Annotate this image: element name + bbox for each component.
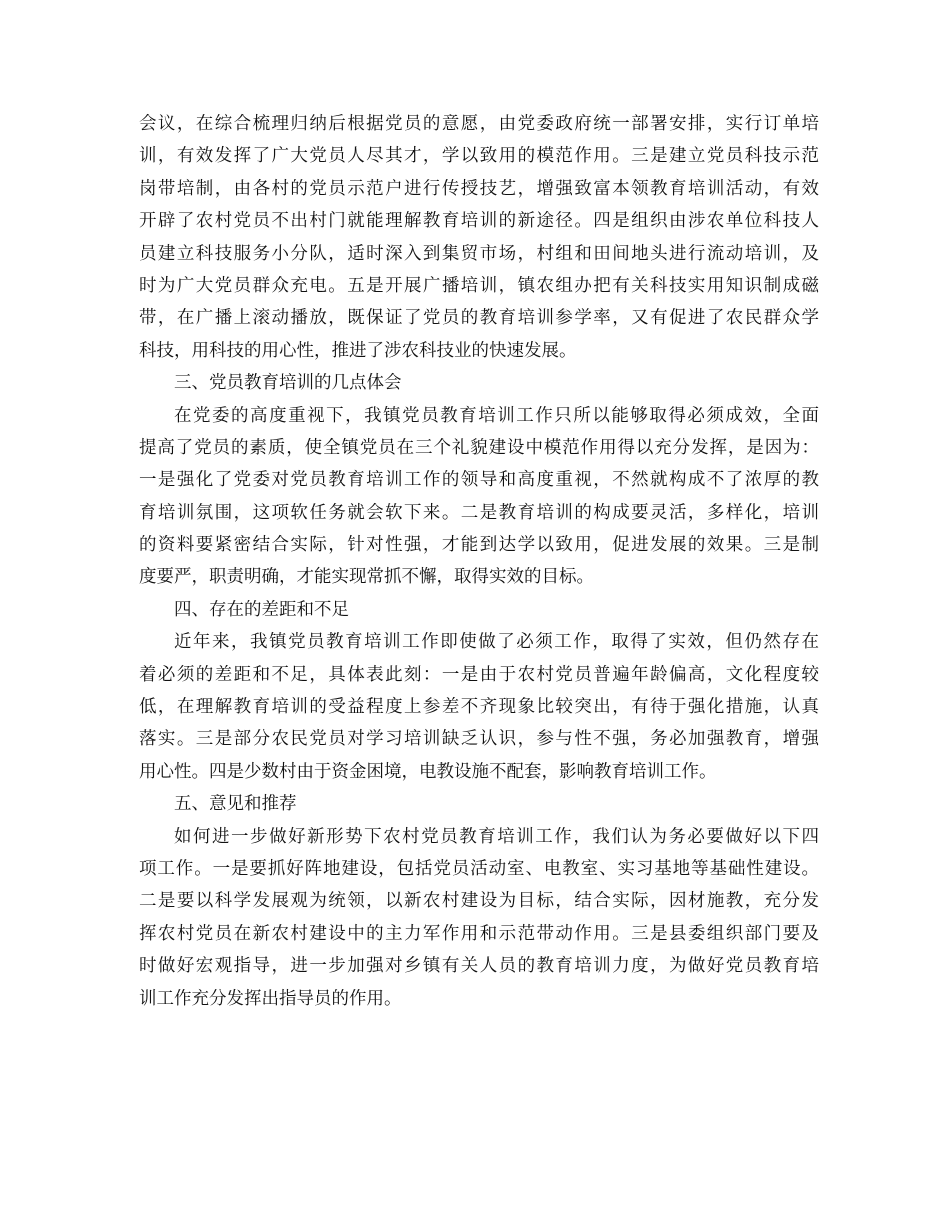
text-line: 科技，用科技的用心性，推进了涉农科技业的快速发展。 bbox=[139, 340, 577, 361]
section-heading: 三、党员教育培训的几点体会 bbox=[174, 373, 402, 394]
text-line: 岗带培制，由各村的党员示范户进行传授技艺，增强致富本领教育培训活动，有效 bbox=[139, 178, 819, 199]
text-line: 的资料要紧密结合实际，针对性强，才能到达学以致用，促进发展的效果。三是制 bbox=[139, 535, 819, 556]
text-line: 在党委的高度重视下，我镇党员教育培训工作只所以能够取得必须成效，全面 bbox=[174, 405, 819, 426]
text-line: 训，有效发挥了广大党员人尽其才，学以致用的模范作用。三是建立党员科技示范 bbox=[139, 146, 819, 167]
text-line: 如何进一步做好新形势下农村党员教育培训工作，我们认为务必要做好以下四 bbox=[174, 826, 819, 847]
text-line: 落实。三是部分农民党员对学习培训缺乏认识，参与性不强，务必加强教育，增强 bbox=[139, 729, 819, 750]
text-line: 时做好宏观指导，进一步加强对乡镇有关人员的教育培训力度，为做好党员教育培 bbox=[139, 956, 819, 977]
paragraph bbox=[139, 821, 819, 1015]
text-line: 近年来，我镇党员教育培训工作即使做了必须工作，取得了实效，但仍然存在 bbox=[174, 632, 819, 653]
document-body bbox=[139, 108, 819, 1015]
text-line: 提高了党员的素质，使全镇党员在三个礼貌建设中模范作用得以充分发挥，是因为： bbox=[139, 437, 819, 458]
text-line: 二是要以科学发展观为统领，以新农村建设为目标，结合实际，因材施教，充分发 bbox=[139, 891, 819, 912]
text-line: 项工作。一是要抓好阵地建设，包括党员活动室、电教室、实习基地等基础性建设。 bbox=[139, 858, 819, 879]
text-line: 会议，在综合梳理归纳后根据党员的意愿，由党委政府统一部署安排，实行订单培 bbox=[139, 114, 819, 134]
text-line: 带，在广播上滚动播放，既保证了党员的教育培训参学率，又有促进了农民群众学 bbox=[139, 308, 819, 329]
section-heading: 五、意见和推荐 bbox=[174, 794, 297, 815]
paragraph bbox=[139, 108, 819, 367]
text-line: 用心性。四是少数村由于资金困境，电教设施不配套，影响教育培训工作。 bbox=[139, 761, 717, 782]
text-line: 员建立科技服务小分队，适时深入到集贸市场，村组和田间地头进行流动培训，及 bbox=[139, 243, 819, 264]
text-line: 度要严，职责明确，才能实现常抓不懈，取得实效的目标。 bbox=[139, 567, 594, 588]
paragraph bbox=[139, 400, 819, 594]
text-line: 开辟了农村党员不出村门就能理解教育培训的新途径。四是组织由涉农单位科技人 bbox=[139, 211, 819, 232]
text-line: 训工作充分发挥出指导员的作用。 bbox=[139, 988, 402, 1009]
text-line: 着必须的差距和不足，具体表此刻：一是由于农村党员普遍年龄偏高，文化程度较 bbox=[139, 664, 819, 685]
text-line: 一是强化了党委对党员教育培训工作的领导和高度重视，不然就构成不了浓厚的教 bbox=[139, 470, 819, 491]
text-line: 时为广大党员群众充电。五是开展广播培训，镇农组办把有关科技实用知识制成磁 bbox=[139, 275, 819, 296]
text-line: 挥农村党员在新农村建设中的主力军作用和示范带动作用。三是县委组织部门要及 bbox=[139, 923, 819, 944]
section-heading: 四、存在的差距和不足 bbox=[174, 599, 349, 620]
text-line: 低，在理解教育培训的受益程度上参差不齐现象比较突出，有待于强化措施，认真 bbox=[139, 697, 819, 718]
text-line: 育培训氛围，这项软任务就会软下来。二是教育培训的构成要灵活，多样化，培训 bbox=[139, 502, 819, 523]
paragraph bbox=[139, 626, 819, 788]
